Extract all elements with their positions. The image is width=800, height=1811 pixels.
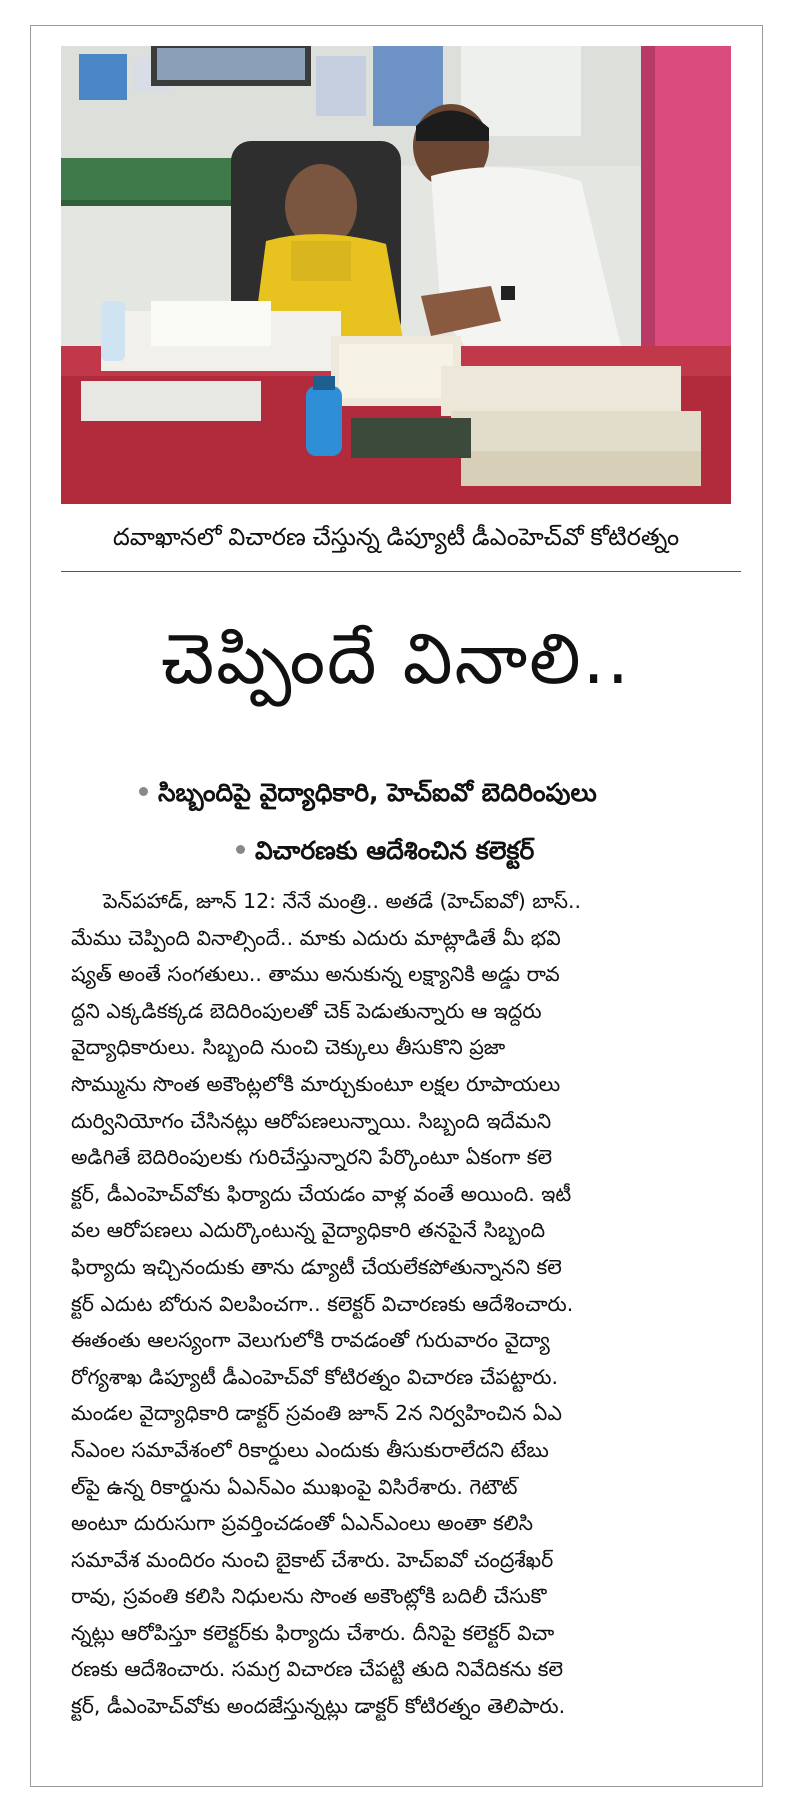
body-line: రోగ్యశాఖ డిప్యూటీ డీఎంహెచ్‌వో కోటిరత్నం విచారణ చేపట్టారు. bbox=[71, 1364, 559, 1389]
body-line: ద్దని ఎక్కడికక్కడ బెదిరింపులతో చెక్ పెడుతున్నారు ఆ ఇద్దరు bbox=[71, 998, 542, 1023]
body-line: ల్‌పై ఉన్న రికార్డును ఏఎన్‌ఎం ముఖంపై విసిరేశారు. గెటౌట్ bbox=[71, 1474, 518, 1499]
bullet-icon bbox=[236, 845, 245, 854]
subheading-2 bbox=[236, 836, 534, 872]
news-clipping bbox=[30, 25, 763, 1787]
photo-image bbox=[61, 46, 731, 504]
caption-divider bbox=[61, 571, 741, 572]
body-line: సొమ్మును సొంత అకౌంట్లలోకి మార్చుకుంటూ లక్షల రూపాయలు bbox=[71, 1071, 561, 1096]
body-line: వల ఆరోపణలు ఎదుర్కొంటున్న వైద్యాధికారి తనపైనే సిబ్బంది bbox=[71, 1218, 546, 1243]
body-line: మేము చెప్పింది వినాల్సిందే.. మాకు ఎదురు మాట్లాడితే మీ భవి bbox=[71, 925, 561, 950]
body-line: రణకు ఆదేశించారు. సమగ్ర విచారణ చేపట్టి తుది నివేదికను కలె bbox=[71, 1657, 564, 1682]
body-line: క్టర్, డీఎంహెచ్‌వోకు అందజేస్తున్నట్లు డాక్టర్ కోటిరత్నం తెలిపారు. bbox=[71, 1694, 566, 1719]
subheading-2-text: విచారణకు ఆదేశించిన కలెక్టర్ bbox=[255, 836, 535, 865]
body-line: న్ఎంల సమావేశంలో రికార్డులు ఎందుకు తీసుకురాలేదని టేబు bbox=[71, 1437, 549, 1462]
subheading-1-text: సిబ్బందిపై వైద్యాధికారి, హెచ్‌ఐవో బెదిరింపులు bbox=[158, 778, 597, 807]
body-line: న్నట్లు ఆరోపిస్తూ కలెక్టర్‌కు ఫిర్యాదు చేశారు. దీనిపై కలెక్టర్ విచా bbox=[71, 1620, 555, 1645]
body-line: అంటూ దురుసుగా ప్రవర్తించడంతో ఏఎన్‌ఎంలు అంతా కలిసి bbox=[71, 1511, 534, 1536]
news-photo bbox=[61, 46, 731, 504]
body-line: ఫిర్యాదు ఇచ్చినందుకు తాను డ్యూటీ చేయలేకపోతున్నానని కలె bbox=[71, 1254, 562, 1279]
body-line: సమావేశ మందిరం నుంచి బైకాట్ చేశారు. హెచ్‌ఐవో చంద్రశేఖర్ bbox=[71, 1547, 554, 1572]
body-line: పెన్‌పహాడ్, జూన్ 12: నేనే మంత్రి.. అతడే (హెచ్‌ఐవో) బాస్.. bbox=[103, 889, 582, 913]
body-line: ఈతంతు ఆలస్యంగా వెలుగులోకి రావడంతో గురువారం వైద్యా bbox=[71, 1328, 550, 1353]
body-line: వైద్యాధికారులు. సిబ్బంది నుంచి చెక్కులు తీసుకొని ప్రజా bbox=[71, 1035, 506, 1060]
body-line: అడిగితే బెదిరింపులకు గురిచేస్తున్నారని పేర్కొంటూ ఏకంగా కలె bbox=[71, 1145, 552, 1170]
photo-caption: దవాఖానలో విచారణ చేస్తున్న డిప్యూటీ డీఎంహెచ్‌వో కోటిరత్నం bbox=[112, 524, 680, 551]
body-line: క్టర్, డీఎంహెచ్‌వోకు ఫిర్యాదు చేయడం వాళ్ల వంతే అయింది. ఇటీ bbox=[71, 1181, 572, 1206]
subheading-1 bbox=[139, 778, 597, 814]
bullet-icon bbox=[139, 787, 148, 796]
body-line: మండల వైద్యాధికారి డాక్టర్ స్రవంతి జూన్ 2న నిర్వహించిన ఏఎ bbox=[71, 1401, 562, 1426]
body-line: రావు, స్రవంతి కలిసి నిధులను సొంత అకౌంట్లోకి బదిలీ చేసుకొ bbox=[71, 1584, 547, 1609]
body-line: దుర్వినియోగం చేసినట్లు ఆరోపణలున్నాయి. సిబ్బంది ఇదేమని bbox=[71, 1108, 552, 1133]
body-line: ష్యత్ అంతే సంగతులు.. తాము అనుకున్న లక్ష్యానికి అడ్డు రావ bbox=[71, 962, 560, 987]
article-body bbox=[71, 883, 741, 1725]
body-line: క్టర్ ఎదుట బోరున విలపించగా.. కలెక్టర్ విచారణకు ఆదేశించారు. bbox=[71, 1291, 574, 1316]
headline: చెప్పిందే వినాలి.. bbox=[160, 618, 632, 700]
